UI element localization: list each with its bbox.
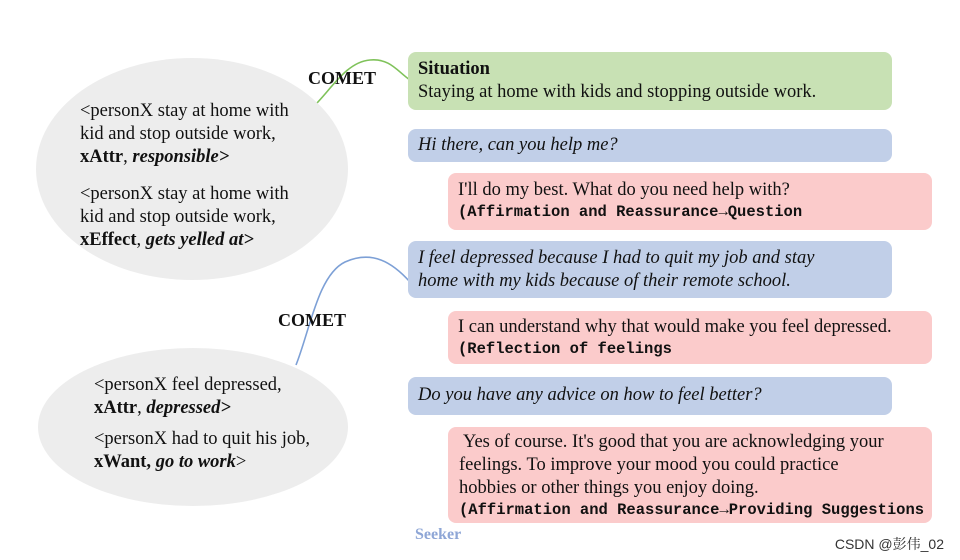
supporter-text: hobbies or other things you enjoy doing. — [459, 478, 759, 498]
situation-text: Staying at home with kids and stopping outside work. — [418, 82, 817, 102]
relation-type: xWant, — [94, 452, 152, 472]
situation-box — [408, 52, 892, 110]
relation-value: gets yelled at> — [145, 230, 254, 250]
event-line: kid and stop outside work, — [80, 207, 276, 227]
commonsense-ellipse-bottom — [38, 348, 348, 506]
event-line: <personX feel depressed, — [94, 375, 282, 395]
supporter-text: feelings. To improve your mood you could practice — [459, 455, 839, 475]
relation-line — [80, 146, 289, 169]
relation-value: depressed> — [146, 398, 231, 418]
supporter-utterance — [448, 427, 932, 523]
commonsense-item-xattr-2 — [94, 374, 282, 420]
supporter-utterance — [448, 311, 932, 364]
seeker-utterance — [408, 129, 892, 162]
relation-line — [94, 397, 282, 420]
separator: , — [136, 230, 146, 250]
relation-line — [80, 229, 289, 252]
supporter-text: I'll do my best. What do you need help with? — [458, 180, 790, 200]
relation-value: responsible> — [132, 147, 230, 167]
seeker-text: Hi there, can you help me? — [418, 135, 618, 155]
strategy-label: (Affirmation and Reassurance→Providing Suggestions — [459, 501, 925, 519]
comet-label-top: COMET — [308, 68, 377, 88]
commonsense-item-xwant — [94, 428, 310, 474]
event-line: <personX stay at home with — [80, 101, 289, 121]
relation-type: xAttr — [80, 147, 124, 167]
supporter-utterance — [448, 173, 932, 230]
seeker-text: Do you have any advice on how to feel better? — [418, 385, 762, 405]
commonsense-item-xattr — [80, 100, 289, 169]
seeker-text: I feel depressed because I had to quit my job and stay — [418, 248, 815, 268]
seeker-utterance — [408, 241, 892, 298]
relation-type: xEffect — [80, 230, 137, 250]
strategy-label: (Reflection of feelings — [458, 340, 672, 358]
event-line: <personX stay at home with — [80, 184, 289, 204]
situation-title: Situation — [418, 59, 490, 79]
strategy-label: (Affirmation and Reassurance→Question — [458, 203, 803, 221]
event-line: kid and stop outside work, — [80, 124, 276, 144]
watermark: CSDN @彭伟_02 — [834, 536, 944, 552]
supporter-text: I can understand why that would make you feel depressed. — [458, 317, 892, 337]
separator: , — [123, 147, 133, 167]
comet-label-bottom: COMET — [278, 310, 347, 330]
seeker-legend-label: Seeker — [415, 526, 462, 543]
relation-line — [94, 451, 310, 474]
separator: , — [137, 398, 147, 418]
supporter-text: Yes of course. It's good that you are acknowledging your — [459, 432, 884, 452]
event-line: <personX had to quit his job, — [94, 429, 310, 449]
seeker-text: home with my kids because of their remote school. — [418, 271, 791, 291]
seeker-utterance — [408, 377, 892, 415]
relation-value: go to work — [155, 452, 236, 472]
commonsense-item-xeffect — [80, 183, 289, 252]
bracket-close: > — [235, 452, 247, 472]
relation-type: xAttr — [94, 398, 138, 418]
